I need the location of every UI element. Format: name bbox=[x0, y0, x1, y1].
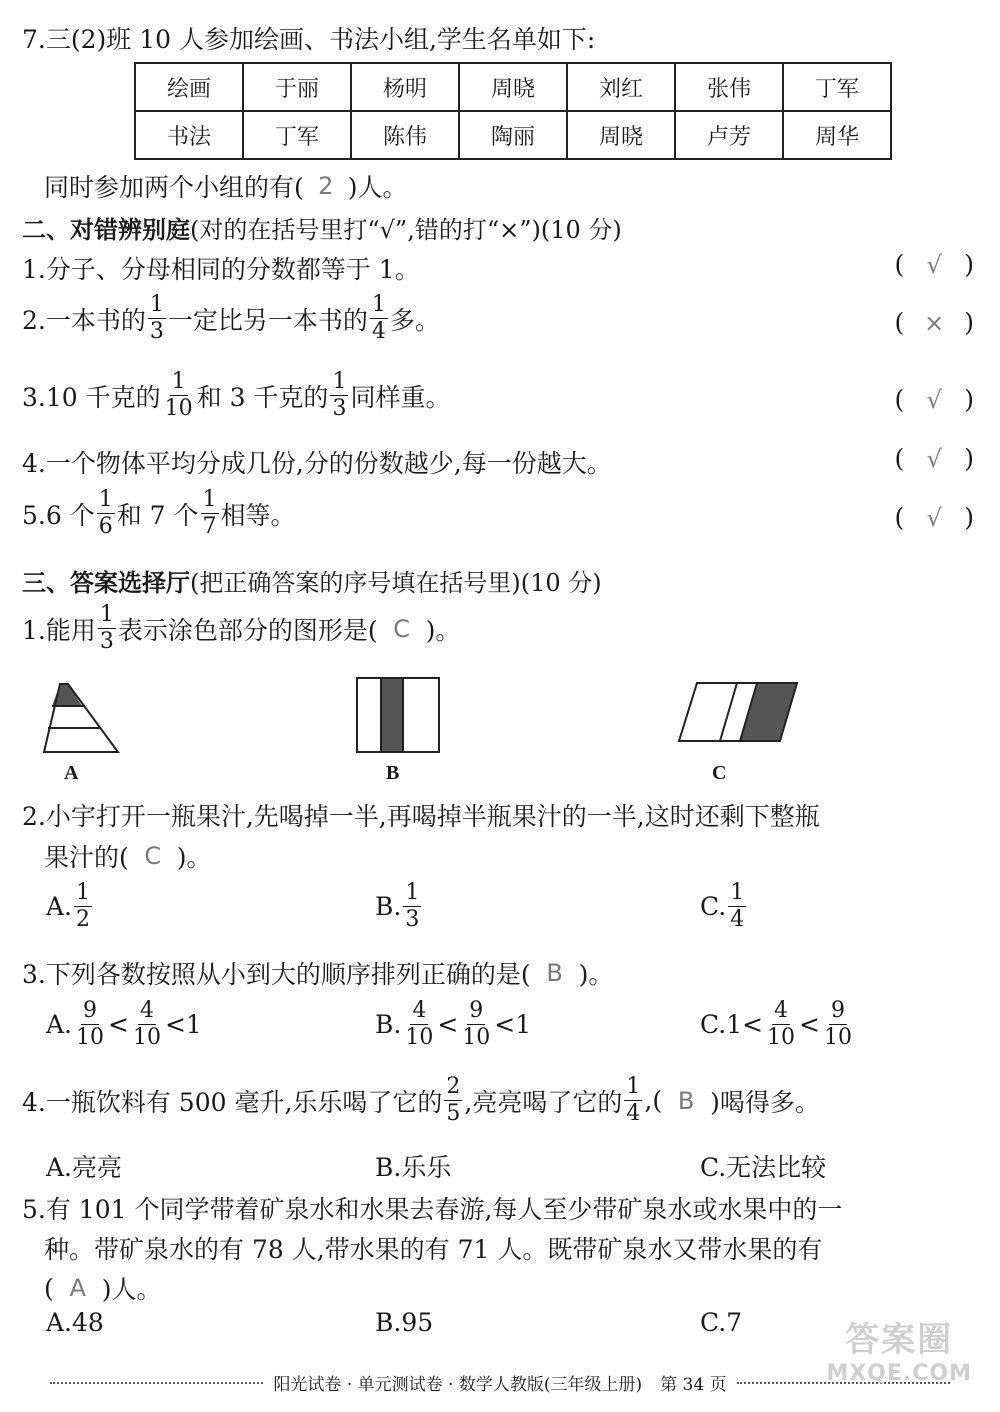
fraction: $\frac{1}{2}$ bbox=[76, 880, 91, 932]
s3-q5-line3: ( A )人。 bbox=[44, 1273, 162, 1304]
table-cell: 丁军 bbox=[783, 63, 891, 111]
answer-text: B bbox=[546, 959, 563, 987]
table-cell: 书法 bbox=[135, 111, 243, 159]
table-row bbox=[135, 63, 891, 111]
fraction: $\frac{1}{3}$ bbox=[405, 880, 420, 932]
fraction: $\frac{1}{4}$ bbox=[626, 1074, 641, 1126]
s3-q2-option-b: B. $\frac{1}{3}$ bbox=[375, 880, 420, 932]
fraction: $\frac{4}{10}$ bbox=[405, 998, 434, 1050]
s3-q5-line2: 种。带矿泉水的有 78 人,带水果的有 71 人。既带矿泉水又带水果的有 bbox=[44, 1235, 823, 1264]
answer-text: C bbox=[393, 614, 410, 643]
footer-title: 阳光试卷 · 单元测试卷 · 数学人教版(三年级上册) bbox=[273, 1375, 643, 1395]
fraction: $\frac{1}{6}$ bbox=[98, 487, 113, 539]
figure-label: B bbox=[386, 762, 400, 784]
s3-q5-option-b: B.95 bbox=[375, 1308, 434, 1337]
table-cell: 刘红 bbox=[567, 63, 675, 111]
table-cell: 张伟 bbox=[675, 63, 783, 111]
fraction: $\frac{1}{4}$ bbox=[730, 880, 745, 932]
s2-item-1: 1.分子、分母相同的分数都等于 1。 bbox=[22, 255, 420, 284]
s3-q4-option-a: A.亮亮 bbox=[46, 1153, 123, 1182]
s2-answer-bracket-3: ( √ ) bbox=[894, 385, 974, 414]
table-cell: 周晓 bbox=[459, 63, 567, 111]
answer-text: B bbox=[677, 1086, 695, 1115]
s3-q3-option-c: C. 1 < $\frac{4}{10}$ < $\frac{9}{10}$ bbox=[700, 998, 852, 1050]
roster-table bbox=[134, 62, 892, 160]
fraction: $\frac{1}{3}$ bbox=[332, 369, 347, 421]
s2-item-4: 4.一个物体平均分成几份,分的份数越少,每一份越大。 bbox=[22, 449, 612, 478]
watermark-logo: 答案圈 bbox=[845, 1320, 954, 1360]
section-3-heading: 三、答案选择厅(把正确答案的序号填在括号里)(10 分) bbox=[22, 569, 602, 597]
fraction: $\frac{1}{4}$ bbox=[371, 292, 386, 344]
fraction: $\frac{4}{10}$ bbox=[767, 998, 796, 1050]
page-footer bbox=[40, 1370, 960, 1395]
q7-prompt: 7.三(2)班 10 人参加绘画、书法小组,学生名单如下: bbox=[22, 25, 596, 54]
table-cell: 陈伟 bbox=[351, 111, 459, 159]
table-cell: 丁军 bbox=[243, 111, 351, 159]
section-2-heading: 二、对错辨别庭(对的在括号里打“√”,错的打“×”)(10 分) bbox=[22, 216, 622, 244]
table-cell: 于丽 bbox=[243, 63, 351, 111]
s3-q5-line1: 5.有 101 个同学带着矿泉水和水果去春游,每人至少带矿泉水或水果中的一 bbox=[22, 1195, 843, 1224]
s3-q4: 4.一瓶饮料有 500 毫升,乐乐喝了它的 $\frac{2}{5}$ ,亮亮喝了它的 $\frac{1}{4}$ ,( B )喝得多。 bbox=[22, 1074, 820, 1126]
table-cell: 周晓 bbox=[567, 111, 675, 159]
s2-item-2: 2.一本书的 $\frac{1}{3}$ 一定比另一本书的 $\frac{1}{4}$ 多。 bbox=[22, 292, 440, 344]
fraction: $\frac{2}{5}$ bbox=[446, 1074, 461, 1126]
figure-label: C bbox=[712, 762, 727, 784]
watermark-url: MXQE.COM bbox=[826, 1361, 972, 1386]
answer-text: 2 bbox=[318, 172, 334, 200]
s3-q5-option-a: A.48 bbox=[46, 1308, 104, 1337]
table-cell: 杨明 bbox=[351, 63, 459, 111]
s3-q2-line1: 2.小宇打开一瓶果汁,先喝掉一半,再喝掉半瓶果汁的一半,这时还剩下整瓶 bbox=[22, 802, 820, 831]
fraction: $\frac{4}{10}$ bbox=[132, 998, 161, 1050]
s3-q4-option-b: B.乐乐 bbox=[375, 1153, 452, 1182]
table-cell: 绘画 bbox=[135, 63, 243, 111]
s3-q2-line2: 果汁的( C )。 bbox=[44, 842, 212, 872]
s3-q3-option-a: A. $\frac{9}{10}$ < $\frac{4}{10}$ < 1 bbox=[46, 998, 202, 1050]
s2-answer-bracket-2: ( × ) bbox=[894, 308, 974, 337]
fraction: $\frac{9}{10}$ bbox=[76, 998, 105, 1050]
s2-answer-bracket-5: ( √ ) bbox=[894, 503, 974, 532]
s3-q2-option-a: A. $\frac{1}{2}$ bbox=[46, 880, 91, 932]
table-cell: 周华 bbox=[783, 111, 891, 159]
watermark bbox=[826, 1312, 972, 1386]
table-row bbox=[135, 111, 891, 159]
answer-text: A bbox=[69, 1274, 86, 1302]
table-cell: 陶丽 bbox=[459, 111, 567, 159]
s2-answer-bracket-4: ( √ ) bbox=[894, 444, 974, 473]
figure-label: A bbox=[64, 762, 79, 784]
footer-divider bbox=[50, 1382, 263, 1384]
figure-b-rectangle bbox=[355, 676, 441, 754]
s2-item-5: 5.6 个 $\frac{1}{6}$ 和 7 个 $\frac{1}{7}$ 相等。 bbox=[22, 487, 296, 539]
s2-answer-bracket-1: ( √ ) bbox=[894, 250, 974, 279]
fraction: $\frac{9}{10}$ bbox=[824, 998, 852, 1050]
s3-q1: 1.能用 $\frac{1}{3}$ 表示涂色部分的图形是( C )。 bbox=[22, 602, 461, 654]
s3-q3-option-b: B. $\frac{4}{10}$ < $\frac{9}{10}$ < 1 bbox=[375, 998, 532, 1050]
check-mark: √ bbox=[926, 251, 942, 279]
fraction: $\frac{1}{3}$ bbox=[149, 292, 164, 344]
s3-q2-option-c: C. $\frac{1}{4}$ bbox=[700, 880, 745, 932]
check-mark: √ bbox=[926, 445, 942, 473]
s3-q4-option-c: C.无法比较 bbox=[700, 1153, 827, 1182]
fraction: $\frac{9}{10}$ bbox=[462, 998, 491, 1050]
s2-item-3: 3.10 千克的 $\frac{1}{10}$ 和 3 千克的 $\frac{1}{3}$ 同样重。 bbox=[22, 369, 451, 421]
cross-mark: × bbox=[924, 309, 945, 337]
q7-answer-line: 同时参加两个小组的有( 2 )人。 bbox=[44, 172, 408, 202]
check-mark: √ bbox=[926, 504, 942, 532]
table-cell: 卢芳 bbox=[675, 111, 783, 159]
check-mark: √ bbox=[926, 386, 942, 414]
figure-c-parallelogram bbox=[676, 680, 800, 744]
answer-text: C bbox=[144, 842, 162, 870]
fraction: $\frac{1}{10}$ bbox=[164, 369, 193, 421]
fraction: $\frac{1}{3}$ bbox=[99, 602, 114, 654]
s3-q5-option-c: C.7 bbox=[700, 1308, 743, 1337]
fraction: $\frac{1}{7}$ bbox=[202, 487, 217, 539]
s3-q3: 3.下列各数按照从小到大的顺序排列正确的是( B )。 bbox=[22, 959, 614, 989]
page-number: 第 34 页 bbox=[660, 1375, 727, 1395]
figure-a-triangle bbox=[40, 680, 124, 756]
